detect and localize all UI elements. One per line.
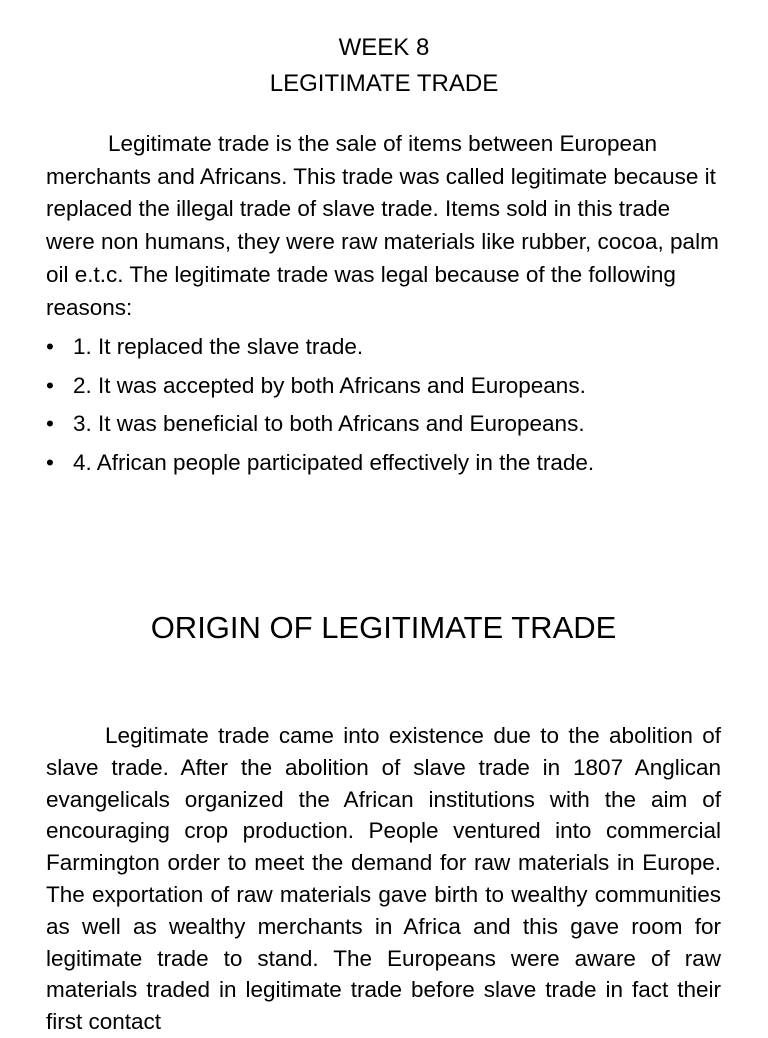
list-item (46, 328, 722, 367)
reasons-list (46, 328, 722, 482)
slide-title: LEGITIMATE TRADE (269, 70, 499, 97)
reason-text: 2. It was accepted by both Africans and Europeans. (73, 372, 586, 398)
section-title: ORIGIN OF LEGITIMATE TRADE (150, 610, 617, 645)
reason-text: 1. It replaced the slave trade. (73, 334, 364, 360)
reason-text: 4. African people participated effectively in the trade. (73, 449, 595, 475)
definition-paragraph: Legitimate trade is the sale of items between European merchants and Africans. This trade was called legitimate because it replaced the illegal trade of slave trade. Items sold in this trade were non humans, they were raw materials like rubber, cocoa, palm oil e.t.c. The legitimate trade was legal because of the following reasons: (46, 131, 719, 320)
list-item (46, 405, 722, 444)
list-item (46, 367, 722, 406)
reason-text: 3. It was beneficial to both Africans and Europeans. (73, 411, 585, 437)
bullet-icon: • (46, 334, 54, 360)
slide-origin (46, 605, 721, 1038)
week-heading: WEEK 8 (338, 34, 430, 61)
origin-paragraph: Legitimate trade came into existence due to the abolition of slave trade. After the abolition of slave trade in 1807 Anglican evangelicals organized the African institutions with the aim of encouraging crop production. People ventured into commercial Farmington order to meet the demand for raw materials in Europe. The exportation of raw materials gave birth to wealthy communities as well as wealthy merchants in Africa and this gave room for legitimate trade to stand. The Europeans were aware of raw materials traded in legitimate trade before slave trade in fact their first contact (46, 723, 721, 1035)
list-item (46, 444, 722, 483)
bullet-icon: • (46, 411, 54, 437)
bullet-icon: • (46, 372, 54, 398)
bullet-icon: • (46, 449, 54, 475)
slide-legitimate-trade (46, 30, 722, 482)
